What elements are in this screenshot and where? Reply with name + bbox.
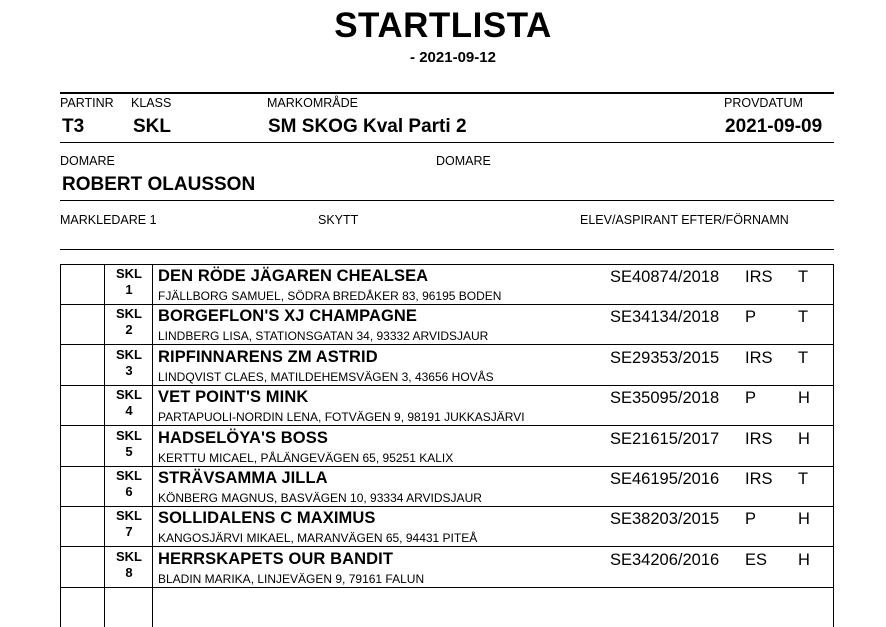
entry-sex: T <box>798 348 809 367</box>
entry-breed: IRS <box>745 429 773 448</box>
entry-registration: SE40874/2018 <box>610 268 720 286</box>
provdatum-value: 2021-09-09 <box>725 116 823 137</box>
entry-breed: IRS <box>745 268 773 286</box>
entry-dog-name: DEN RÖDE JÄGAREN CHEALSEA <box>158 267 429 285</box>
table-row <box>61 548 833 588</box>
table-row <box>61 467 833 507</box>
header-divider <box>60 92 834 94</box>
entry-dog-name: SOLLIDALENS C MAXIMUS <box>158 509 376 528</box>
table-row <box>61 507 833 547</box>
entry-sex: H <box>798 429 810 448</box>
entry-owner: KERTTU MICAEL, PÅLÄNGEVÄGEN 65, 95251 KALIX <box>158 450 454 465</box>
table-row <box>61 265 833 305</box>
entry-class-label: SKL <box>116 548 142 564</box>
entry-registration: SE38203/2015 <box>610 510 720 529</box>
entry-registration: SE46195/2016 <box>610 470 720 488</box>
startlist-table <box>60 264 834 627</box>
entry-class-label: SKL <box>116 306 142 322</box>
markomrade-value: SM SKOG Kval Parti 2 <box>268 116 467 137</box>
domare-value-1: ROBERT OLAUSSON <box>62 174 256 195</box>
entry-breed: P <box>745 308 757 327</box>
entry-sex: H <box>798 510 810 529</box>
klass-label: KLASS <box>131 96 172 110</box>
entry-start-number: 7 <box>125 524 133 540</box>
entry-registration: SE34134/2018 <box>610 308 720 327</box>
provdatum-label: PROVDATUM <box>724 96 803 110</box>
entry-sex: T <box>798 268 809 286</box>
entry-owner: BLADIN MARIKA, LINJEVÄGEN 9, 79161 FALUN <box>158 571 425 586</box>
partinr-value: T3 <box>62 116 85 137</box>
klass-value: SKL <box>133 116 171 137</box>
markledare-label: MARKLEDARE 1 <box>60 213 157 227</box>
entry-owner: FJÄLLBORG SAMUEL, SÖDRA BREDÅKER 83, 96195 BODEN <box>158 289 502 303</box>
entry-owner: KANGOSJÄRVI MIKAEL, MARANVÄGEN 65, 94431 PITEÅ <box>158 531 478 546</box>
entry-dog-name: BORGEFLON'S XJ CHAMPAGNE <box>158 307 418 326</box>
staff-divider <box>60 249 834 250</box>
entry-breed: P <box>745 510 757 529</box>
entry-class-label: SKL <box>116 266 142 281</box>
entry-class-label: SKL <box>116 508 142 524</box>
entry-breed: IRS <box>745 348 773 367</box>
page-title: STARTLISTA <box>334 6 552 45</box>
entry-dog-name: VET POINT'S MINK <box>158 388 309 407</box>
entry-start-number: 4 <box>125 403 133 419</box>
entry-registration: SE35095/2018 <box>610 389 720 408</box>
entry-owner: PARTAPUOLI-NORDIN LENA, FOTVÄGEN 9, 98191 JUKKASJÄRVI <box>158 410 525 425</box>
table-row <box>61 346 833 386</box>
entry-start-number: 3 <box>125 362 133 378</box>
entry-breed: P <box>745 389 757 408</box>
entry-class-label: SKL <box>116 427 142 443</box>
page-subtitle-date: - 2021-09-12 <box>410 49 496 66</box>
entry-sex: H <box>798 550 810 569</box>
entry-registration: SE34206/2016 <box>610 550 720 569</box>
markomrade-label: MARKOMRÅDE <box>267 96 358 110</box>
entry-dog-name: HADSELÖYA'S BOSS <box>158 428 328 447</box>
entry-breed: ES <box>745 550 768 569</box>
entry-start-number: 6 <box>125 484 133 499</box>
entry-registration: SE29353/2015 <box>610 348 720 367</box>
entry-class-label: SKL <box>116 346 142 362</box>
entry-sex: H <box>798 389 810 408</box>
entry-start-number: 2 <box>125 322 133 338</box>
entry-class <box>105 468 153 500</box>
entry-dog-name: STRÄVSAMMA JILLA <box>158 469 328 487</box>
entry-dog-name: RIPFINNARENS ZM ASTRID <box>158 347 378 366</box>
entry-owner: LINDBERG LISA, STATIONSGATAN 34, 93332 ARVIDSJAUR <box>158 329 489 344</box>
entry-registration: SE21615/2017 <box>610 429 720 448</box>
entry-dog-name: HERRSKAPETS OUR BANDIT <box>158 549 394 568</box>
entry-breed: IRS <box>745 470 773 488</box>
table-row <box>61 427 833 467</box>
entry-class <box>105 387 153 419</box>
entry-class-label: SKL <box>116 387 142 403</box>
domare-label-1: DOMARE <box>60 154 115 168</box>
entry-start-number: 1 <box>125 282 133 297</box>
entry-class <box>105 306 153 338</box>
entry-sex: T <box>798 308 809 327</box>
entry-class <box>105 549 153 581</box>
entry-start-number: 5 <box>125 443 133 459</box>
table-row <box>61 386 833 426</box>
domare-divider <box>60 200 834 201</box>
table-row <box>61 305 833 345</box>
entry-owner: KÖNBERG MAGNUS, BASVÄGEN 10, 93334 ARVIDSJAUR <box>158 491 482 505</box>
entry-class <box>105 508 153 540</box>
entry-class <box>105 428 153 460</box>
domare-label-2: DOMARE <box>436 154 491 168</box>
partinr-label: PARTINR <box>60 96 114 110</box>
entry-class-label: SKL <box>116 468 142 483</box>
skytt-label: SKYTT <box>318 213 359 227</box>
entry-owner: LINDQVIST CLAES, MATILDEHEMSVÄGEN 3, 43656 HOVÅS <box>158 369 494 384</box>
entry-sex: T <box>798 470 809 488</box>
elev-label: ELEV/ASPIRANT EFTER/FÖRNAMN <box>580 213 789 227</box>
entry-start-number: 8 <box>125 564 133 580</box>
info-divider <box>60 142 834 143</box>
entry-class <box>105 347 153 379</box>
entry-class <box>105 266 153 298</box>
